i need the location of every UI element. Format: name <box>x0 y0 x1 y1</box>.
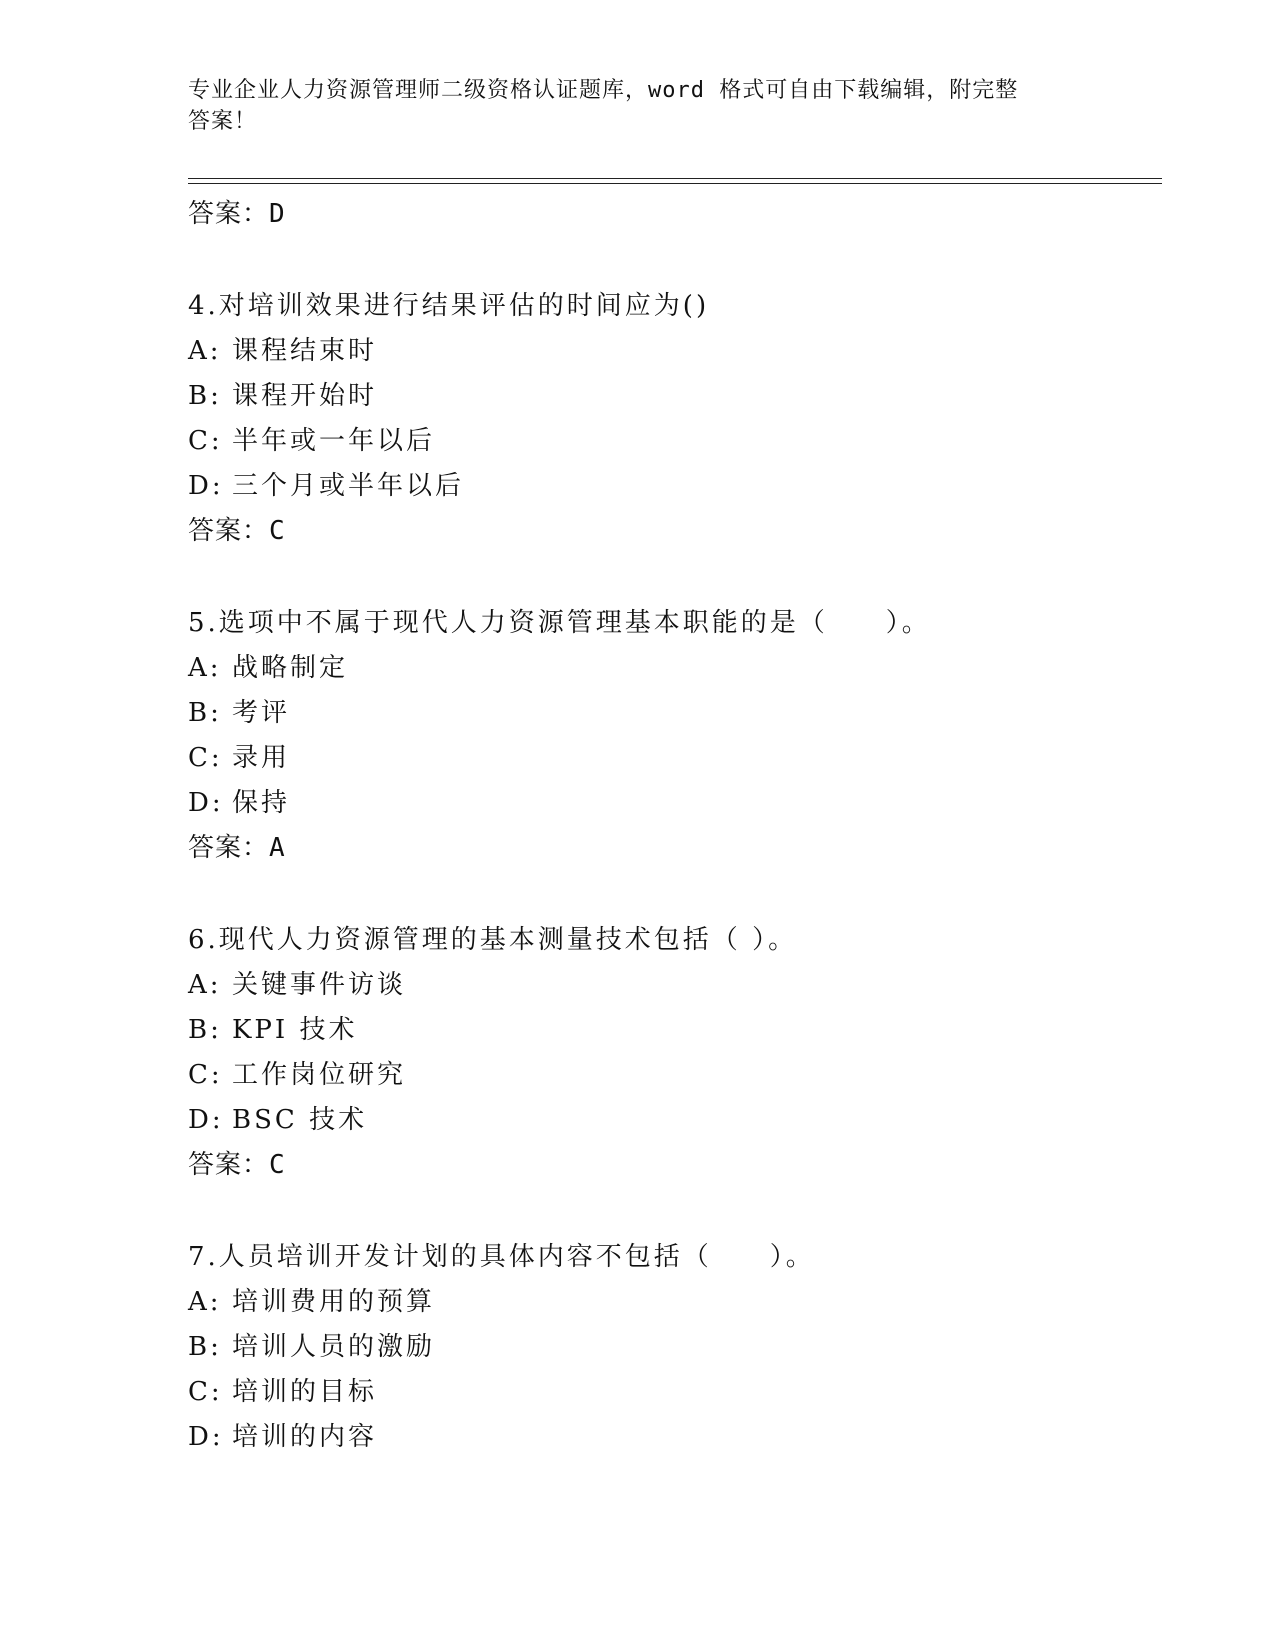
option-text: 课程结束时 <box>232 336 378 366</box>
option-c <box>188 1053 1162 1098</box>
option-c <box>188 736 1162 781</box>
answer-line: 答案：C <box>188 516 286 546</box>
option-c <box>188 419 1162 464</box>
option-text: 培训的内容 <box>232 1422 378 1452</box>
option-letter: C: <box>188 426 223 456</box>
option-letter: A: <box>188 1287 222 1317</box>
option-d <box>188 1098 1162 1143</box>
question-text: 4.对培训效果进行结果评估的时间应为() <box>188 291 710 321</box>
option-letter: A: <box>188 336 222 366</box>
option-a <box>188 963 1162 1008</box>
option-b <box>188 374 1162 419</box>
question-text: 5.选项中不属于现代人力资源管理基本职能的是（ ）。 <box>188 608 931 638</box>
option-letter: C: <box>188 1060 223 1090</box>
option-text: 考评 <box>232 698 291 728</box>
option-letter: B: <box>188 698 222 728</box>
option-text: 关键事件访谈 <box>232 970 407 1000</box>
question-text: 7.人员培训开发计划的具体内容不包括（ ）。 <box>188 1242 815 1272</box>
spacer <box>188 1187 1162 1235</box>
spacer <box>188 236 1162 284</box>
option-b <box>188 691 1162 736</box>
option-letter: C: <box>188 743 223 773</box>
option-d <box>188 781 1162 826</box>
option-text: 录用 <box>232 743 291 773</box>
spacer <box>188 553 1162 601</box>
option-letter: D: <box>188 471 224 501</box>
question-block <box>188 1235 1162 1460</box>
option-letter: C: <box>188 1377 223 1407</box>
answer-line: 答案：A <box>188 833 286 863</box>
answer-line: 答案：C <box>188 1150 286 1180</box>
option-text: KPI 技术 <box>232 1015 358 1045</box>
option-letter: B: <box>188 1332 222 1362</box>
header-line-2: 答案！ <box>188 109 258 134</box>
spacer <box>188 870 1162 918</box>
option-text: 战略制定 <box>232 653 349 683</box>
question-block <box>188 918 1162 1187</box>
question-block <box>188 601 1162 870</box>
option-text: 工作岗位研究 <box>232 1060 407 1090</box>
option-letter: B: <box>188 1015 222 1045</box>
option-text: 保持 <box>232 788 291 818</box>
header-divider <box>188 178 1162 184</box>
option-text: BSC 技术 <box>232 1105 368 1135</box>
option-text: 培训费用的预算 <box>232 1287 436 1317</box>
option-letter: A: <box>188 970 222 1000</box>
option-a <box>188 1280 1162 1325</box>
option-c <box>188 1370 1162 1415</box>
page-header <box>188 75 1088 137</box>
option-letter: D: <box>188 1105 224 1135</box>
option-a <box>188 646 1162 691</box>
option-text: 培训人员的激励 <box>232 1332 436 1362</box>
option-letter: B: <box>188 381 222 411</box>
header-line-1: 专业企业人力资源管理师二级资格认证题库，word 格式可自由下载编辑，附完整 <box>188 78 1019 103</box>
option-b <box>188 1008 1162 1053</box>
option-b <box>188 1325 1162 1370</box>
question-block <box>188 284 1162 553</box>
option-text: 三个月或半年以后 <box>232 471 465 501</box>
option-letter: D: <box>188 788 224 818</box>
option-letter: D: <box>188 1422 224 1452</box>
option-text: 半年或一年以后 <box>232 426 436 456</box>
answer-line: 答案：D <box>188 199 286 229</box>
option-d <box>188 464 1162 509</box>
option-a <box>188 329 1162 374</box>
question-list <box>188 192 1162 1460</box>
option-d <box>188 1415 1162 1460</box>
question-text: 6.现代人力资源管理的基本测量技术包括（ ）。 <box>188 925 798 955</box>
option-text: 培训的目标 <box>232 1377 378 1407</box>
option-letter: A: <box>188 653 222 683</box>
option-text: 课程开始时 <box>232 381 378 411</box>
